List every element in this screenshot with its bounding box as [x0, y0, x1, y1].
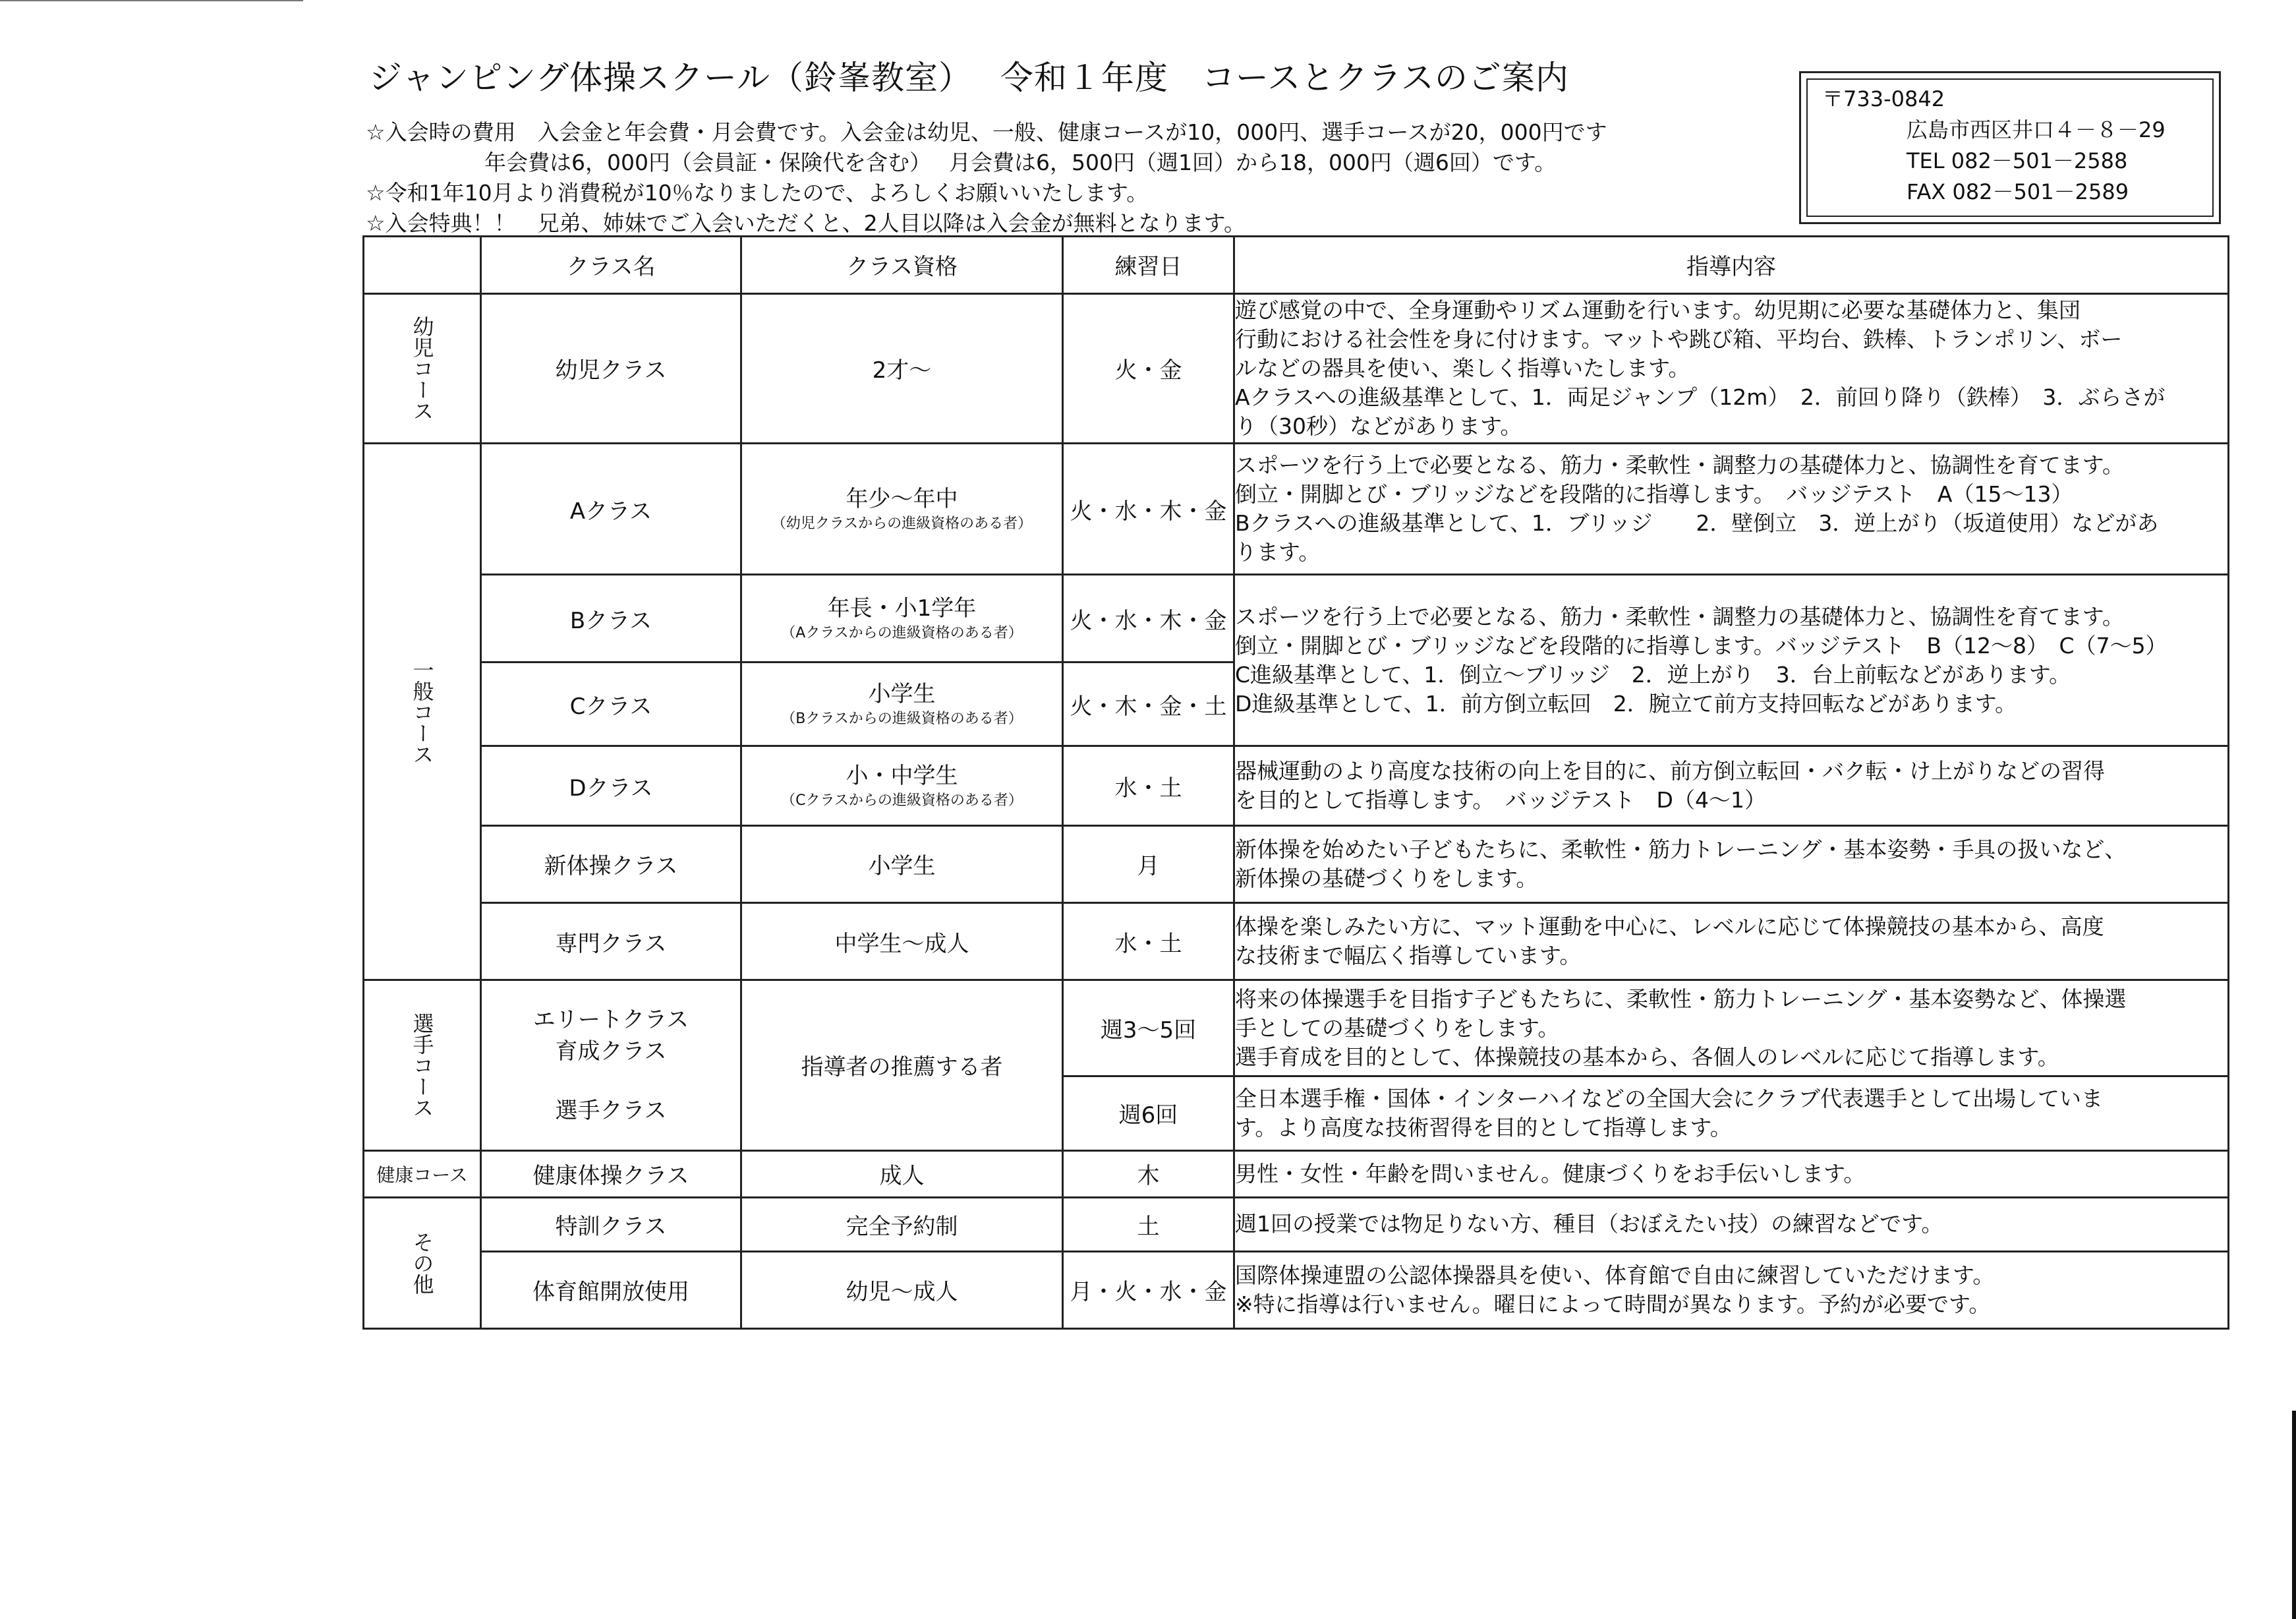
qualification-main: 小学生: [868, 681, 936, 708]
class-name: 幼児クラス: [481, 293, 741, 444]
contact-address: 広島市西区井口４－８－29: [1907, 117, 2166, 142]
course-kenkou: 健康コース: [364, 1150, 481, 1197]
qualification-sub: （Aクラスからの進級資格のある者）: [781, 625, 1023, 642]
qualification-sub: （Bクラスからの進級資格のある者）: [781, 711, 1023, 728]
intro-notes: [366, 117, 1607, 239]
class-name: Aクラス: [481, 444, 741, 575]
class-name: 健康体操クラス: [481, 1150, 741, 1197]
course-senshu: 選手コース: [364, 980, 481, 1150]
class-qualification: [741, 662, 1063, 746]
qualification-main: 年長・小1学年: [827, 595, 977, 622]
contact-zip: 〒733-0842: [1822, 86, 1945, 111]
class-name: 体育館開放使用: [481, 1251, 741, 1328]
content-line: 週1回の授業では物足りない方、種目（おぼえたい技）の練習などです。: [1235, 1211, 1943, 1237]
class-qualification: 完全予約制: [741, 1197, 1063, 1251]
practice-days: 水・土: [1063, 746, 1234, 825]
table-row: [364, 903, 2229, 980]
qualification-main: 小・中学生: [846, 763, 958, 790]
class-qualification: 中学生～成人: [741, 903, 1063, 980]
class-name-elite: エリートクラス: [532, 1006, 689, 1033]
class-content: [1234, 1076, 2229, 1150]
table-row: [364, 980, 2229, 1076]
content-line: ルなどの器具を使い、楽しく指導いたします。: [1235, 355, 1690, 381]
content-line: す。より高度な技術習得を目的として指導します。: [1235, 1114, 1732, 1140]
content-line: り（30秒）などがあります。: [1235, 413, 1522, 439]
page-title: ジャンピング体操スクール（鈴峯教室） 令和１年度 コースとクラスのご案内: [369, 59, 1569, 97]
class-content: [1234, 444, 2229, 575]
practice-days: 月: [1063, 825, 1234, 902]
class-name: Dクラス: [481, 746, 741, 825]
content-line: Bクラスへの進級基準として、1．ブリッジ 2．壁倒立 3．逆上がり（坂道使用）などがあ: [1235, 510, 2159, 537]
qualification-sub: （幼児クラスからの進級資格のある者）: [771, 515, 1033, 533]
content-line: を目的として指導します。 バッジテスト D（4～1）: [1235, 787, 1766, 813]
practice-days: 火・木・金・土: [1063, 662, 1234, 746]
contact-box: [1799, 71, 2221, 224]
practice-days: 土: [1063, 1197, 1234, 1251]
contact-box-inner: [1806, 78, 2214, 217]
header-class-name: クラス名: [481, 237, 741, 294]
table-row: [364, 444, 2229, 575]
class-name: Cクラス: [481, 662, 741, 746]
content-line: スポーツを行う上で必要となる、筋力・柔軟性・調整力の基礎体力と、協調性を育てます。: [1235, 452, 2125, 479]
intro-line-fees: ☆入会時の費用 入会金と年会費・月会費です。入会金は幼児、一般、健康コースが10，000円、選手コースが20，000円です: [366, 119, 1607, 145]
practice-days: 月・火・水・金: [1063, 1251, 1234, 1328]
practice-days: 火・水・木・金: [1063, 444, 1234, 575]
content-line: 体操を楽しみたい方に、マット運動を中心に、レベルに応じて体操競技の基本から、高度: [1235, 914, 2104, 940]
content-line: 行動における社会性を身に付けます。マットや跳び箱、平均台、鉄棒、トランポリン、ボー: [1235, 326, 2123, 352]
practice-days: 火・水・木・金: [1063, 575, 1234, 662]
class-content: [1234, 575, 2229, 746]
content-line: ります。: [1235, 539, 1321, 566]
contact-fax: FAX 082－501－2589: [1907, 179, 2129, 204]
header-practice-days: 練習日: [1063, 237, 1234, 294]
class-name: 特訓クラス: [481, 1197, 741, 1251]
content-line: 将来の体操選手を目指す子どもたちに、柔軟性・筋力トレーニング・基本姿勢など、体操選: [1235, 986, 2127, 1012]
class-content: [1234, 1251, 2229, 1328]
class-content: [1234, 980, 2229, 1076]
class-qualification: 成人: [741, 1150, 1063, 1197]
practice-days: 週6回: [1063, 1076, 1234, 1150]
course-youji: 幼児コース: [364, 293, 481, 444]
course-sonota: その他: [364, 1197, 481, 1328]
content-line: な技術まで幅広く指導しています。: [1235, 943, 1582, 969]
content-line: Aクラスへの進級基準として、1．両足ジャンプ（12m） 2．前回り降り（鉄棒） 3．ぶらさが: [1235, 384, 2166, 410]
table-row: [364, 293, 2229, 444]
content-line: 倒立・開脚とび・ブリッジなどを段階的に指導します。バッジテスト B（12～8） C（7～5）: [1235, 632, 2167, 659]
table-header-row: [364, 237, 2229, 294]
class-name: [481, 980, 741, 1150]
class-content: [1234, 825, 2229, 902]
course-table: [362, 235, 2229, 1330]
class-qualification: [741, 575, 1063, 662]
class-qualification: 幼児～成人: [741, 1251, 1063, 1328]
table-row: [364, 825, 2229, 902]
class-name: Bクラス: [481, 575, 741, 662]
content-line: 手としての基礎づくりをします。: [1235, 1015, 1560, 1041]
content-line: 選手育成を目的として、体操競技の基本から、各個人のレベルに応じて指導します。: [1235, 1044, 2059, 1070]
contact-tel: TEL 082－501－2588: [1907, 148, 2128, 173]
header-content: 指導内容: [1234, 237, 2229, 294]
intro-line-tax: ☆令和1年10月より消費税が10％なりましたので、よろしくお願いいたします。: [366, 180, 1149, 206]
intro-line-annual: 年会費は6，000円（会員証・保険代を含む） 月会費は6，500円（週1回）から18，000円（週6回）です。: [484, 150, 1557, 175]
qualification-sub: （Cクラスからの進級資格のある者）: [781, 792, 1023, 810]
table-row: [364, 746, 2229, 825]
qualification-main: 年少～年中: [846, 486, 958, 513]
content-line: 全日本選手権・国体・インターハイなどの全国大会にクラブ代表選手として出場していま: [1235, 1085, 2104, 1111]
class-qualification: 小学生: [741, 825, 1063, 902]
class-name: 専門クラス: [481, 903, 741, 980]
content-line: 倒立・開脚とび・ブリッジなどを段階的に指導します。 バッジテスト A（15～13）: [1235, 481, 2073, 508]
content-line: D進級基準として、1．前方倒立転回 2．腕立て前方支持回転などがあります。: [1235, 690, 2017, 717]
intro-line-bonus: ☆入会特典！！ 兄弟、姉妹でご入会いただくと、2人目以降は入会金が無料となります。: [366, 210, 1246, 236]
class-name-senshu: 選手クラス: [555, 1097, 667, 1124]
practice-days: 水・土: [1063, 903, 1234, 980]
class-name: 新体操クラス: [481, 825, 741, 902]
table-row: [364, 575, 2229, 662]
content-line: 器械運動のより高度な技術の向上を目的に、前方倒立転回・バク転・け上がりなどの習得: [1235, 758, 2105, 784]
content-line: 国際体操連盟の公認体操器具を使い、体育館で自由に練習していただけます。: [1235, 1262, 1995, 1288]
content-line: C進級基準として、1．倒立～ブリッジ 2．逆上がり 3．台上前転などがあります。: [1235, 661, 2071, 688]
class-content: [1234, 1150, 2229, 1197]
class-content: [1234, 293, 2229, 444]
practice-days: 火・金: [1063, 293, 1234, 444]
scan-artifact-line: [0, 0, 303, 1]
content-line: 新体操の基礎づくりをします。: [1235, 865, 1538, 891]
class-content: [1234, 746, 2229, 825]
class-qualification: 2才～: [741, 293, 1063, 444]
class-content: [1234, 903, 2229, 980]
practice-days: 木: [1063, 1150, 1234, 1197]
class-qualification: [741, 444, 1063, 575]
header-course: [364, 237, 481, 294]
table-row: [364, 1197, 2229, 1251]
table-row: [364, 1150, 2229, 1197]
content-line: 男性・女性・年齢を問いません。健康づくりをお手伝いします。: [1235, 1160, 1866, 1187]
practice-days: 週3～5回: [1063, 980, 1234, 1076]
content-line: 新体操を始めたい子どもたちに、柔軟性・筋力トレーニング・基本姿勢・手具の扱いなど、: [1235, 836, 2127, 862]
content-line: スポーツを行う上で必要となる、筋力・柔軟性・調整力の基礎体力と、協調性を育てます。: [1235, 603, 2125, 630]
class-content: [1234, 1197, 2229, 1251]
header-qualification: クラス資格: [741, 237, 1063, 294]
scan-artifact-bar: [2292, 1411, 2296, 1619]
course-ippan: 一般コース: [364, 444, 481, 980]
class-qualification: [741, 746, 1063, 825]
class-name-ikusei: 育成クラス: [555, 1038, 667, 1065]
content-line: 遊び感覚の中で、全身運動やリズム運動を行います。幼児期に必要な基礎体力と、集団: [1235, 297, 2081, 323]
table-row: [364, 1251, 2229, 1328]
content-line: ※特に指導は行いません。曜日によって時間が異なります。予約が必要です。: [1235, 1291, 1991, 1317]
class-qualification: 指導者の推薦する者: [741, 980, 1063, 1150]
